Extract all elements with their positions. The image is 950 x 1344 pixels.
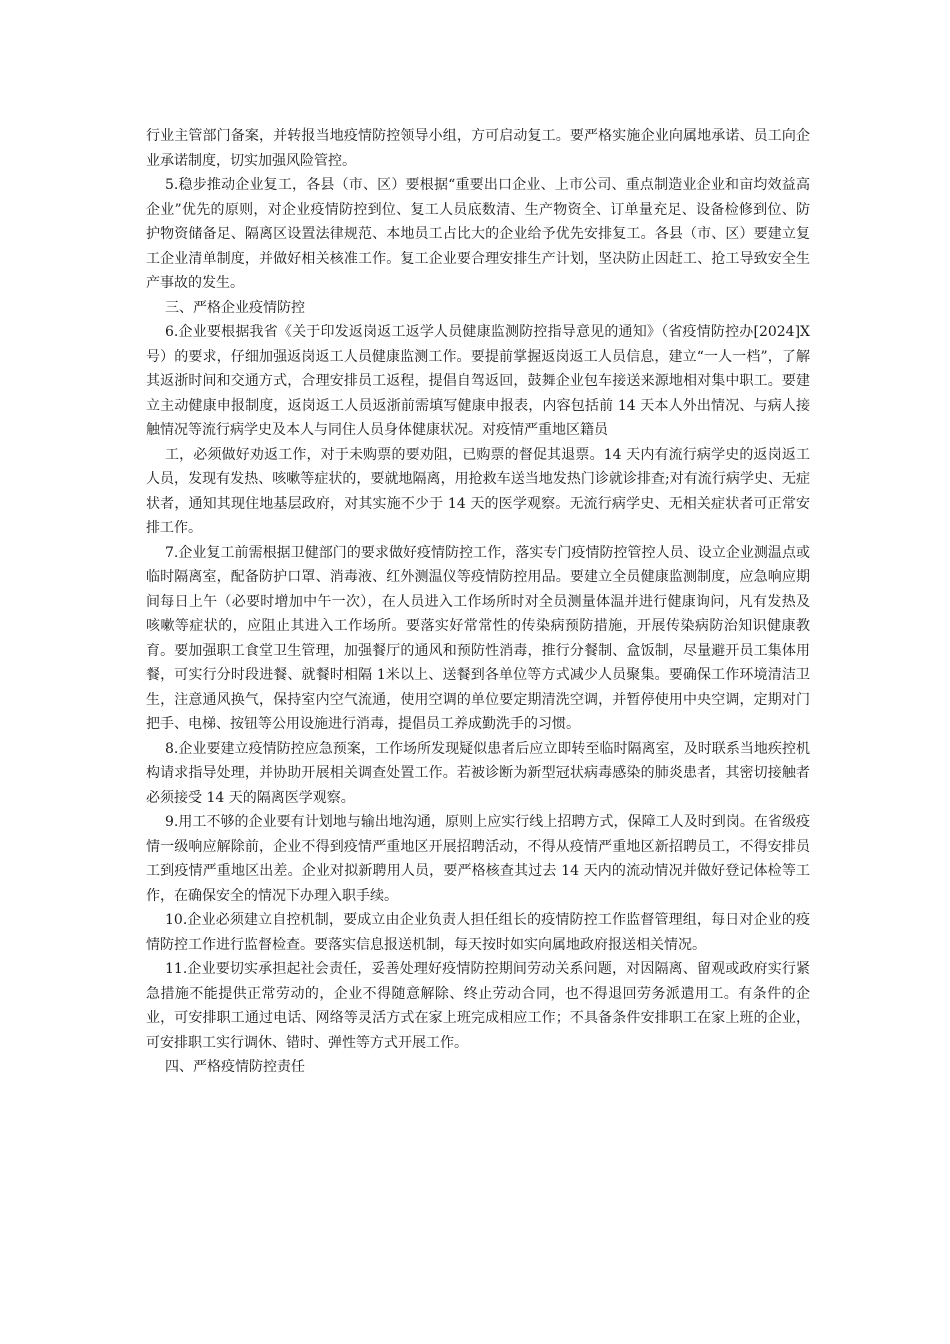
section-heading-4: 四、严格疫情防控责任: [165, 1059, 305, 1075]
paragraph-item-7: 7.企业复工前需根据卫健部门的要求做好疫情防控工作，落实专门疫情防控管控人员、设立企业测温点或临时隔离室，配备防护口罩、消毒液、红外测温仪等疫情防控用品。要建立全员健康监测制度，应急响应期间每日上午（必要时增加中午一次），在人员进入工作场所时对全员测量体温并进行健康询问，凡有发热及咳嗽等症状的，应阻止其进入工作场所。要落实好常常性的传染病预防措施，开展传染病防治知识健康教育。要加强职工食堂卫生管理，加强餐厅的通风和预防性消毒，推行分餐制、盒饭制，尽量避开员工集体用餐，可实行分时段进餐、就餐时相隔 1米以上、送餐到各单位等方式减少人员聚集。要确保工作环境清洁卫生，注意通风换气，保持室内空气流通，使用空调的单位要定期清洗空调，并暂停使用中央空调，定期对门把手、电梯、按钮等公用设施进行消毒，提倡员工养成勤洗手的习惯。: [146, 544, 810, 732]
paragraph-item-6-continued: 工，必须做好劝返工作，对于未购票的要劝阻，已购票的督促其退票。14 天内有流行病学史的返岗返工人员，发现有发热、咳嗽等症状的，要就地隔离，用抢救车送当地发热门诊就诊排查;对有流行病学史、无症状者，通知其现住地基层政府，对其实施不少于 14 天的医学观察。无流行病学史、无相关症状者可正常安排工作。: [146, 446, 810, 536]
paragraph-item-9: 9.用工不够的企业要有计划地与输出地沟通，原则上应实行线上招聘方式，保障工人及时到岗。在省级疫情一级响应解除前，企业不得到疫情严重地区开展招聘活动，不得从疫情严重地区新招聘员工，不得安排员工到疫情严重地区出差。企业对拟新聘用人员，要严格核查其过去 14 天内的流动情况并做好登记体检等工作，在确保安全的情况下办理入职手续。: [146, 814, 810, 904]
paragraph-item-11: 11.企业要切实承担起社会责任，妥善处理好疫情防控期间劳动关系问题，对因隔离、留观或政府实行紧急措施不能提供正常劳动的，企业不得随意解除、终止劳动合同，也不得退回劳务派遣用工。有条件的企业，可安排职工通过电话、网络等灵活方式在家上班完成相应工作；不具备条件安排职工在家上班的企业，可安排职工实行调休、错时、弹性等方式开展工作。: [146, 961, 810, 1051]
section-heading-3: 三、严格企业疫情防控: [165, 299, 305, 316]
paragraph-item-5: 5.稳步推动企业复工，各县（市、区）要根据“重要出口企业、上市公司、重点制造业企业和亩均效益高企业”优先的原则，对企业疫情防控到位、复工人员底数清、生产物资全、订单量充足、设备检修到位、防护物资储备足、隔离区设置法律规范、本地员工占比大的企业给予优先安排复工。各县（市、区）要建立复工企业清单制度，并做好相关核准工作。复工企业要合理安排生产计划，坚决防止因赶工、抢工导致安全生产事故的发生。: [146, 177, 810, 291]
paragraph-item-8: 8.企业要建立疫情防控应急预案，工作场所发现疑似患者后应立即转至临时隔离室，及时联系当地疾控机构请求指导处理，并协助开展相关调查处置工作。若被诊断为新型冠状病毒感染的肺炎患者，其密切接触者必须接受 14 天的隔离医学观察。: [146, 740, 810, 806]
paragraph-item-6: 6.企业要根据我省《关于印发返岗返工返学人员健康监测防控指导意见的通知》（省疫情防控办[2024]X 号）的要求，仔细加强返岗返工人员健康监测工作。要提前掌握返岗返工人员信息，建立“一人一档”，了解其返浙时间和交通方式，合理安排员工返程，提倡自驾返回，鼓舞企业包车接送来源地相对集中职工。要建立主动健康申报制度，返岗返工人员返浙前需填写健康申报表，内容包括前 14 天本人外出情况、与病人接触情况等流行病学史及本人与同住人员身体健康状况。对疫情严重地区籍员: [146, 324, 810, 438]
paragraph-continuation: 行业主管部门备案，并转报当地疫情防控领导小组，方可启动复工。要严格实施企业向属地承诺、员工向企业承诺制度，切实加强风险管控。: [146, 128, 810, 169]
paragraph-item-10: 10.企业必须建立自控机制，要成立由企业负责人担任组长的疫情防控工作监督管理组，每日对企业的疫情防控工作进行监督检查。要落实信息报送机制，每天按时如实向属地政府报送相关情况。: [146, 912, 810, 953]
document-body: [146, 124, 810, 1080]
